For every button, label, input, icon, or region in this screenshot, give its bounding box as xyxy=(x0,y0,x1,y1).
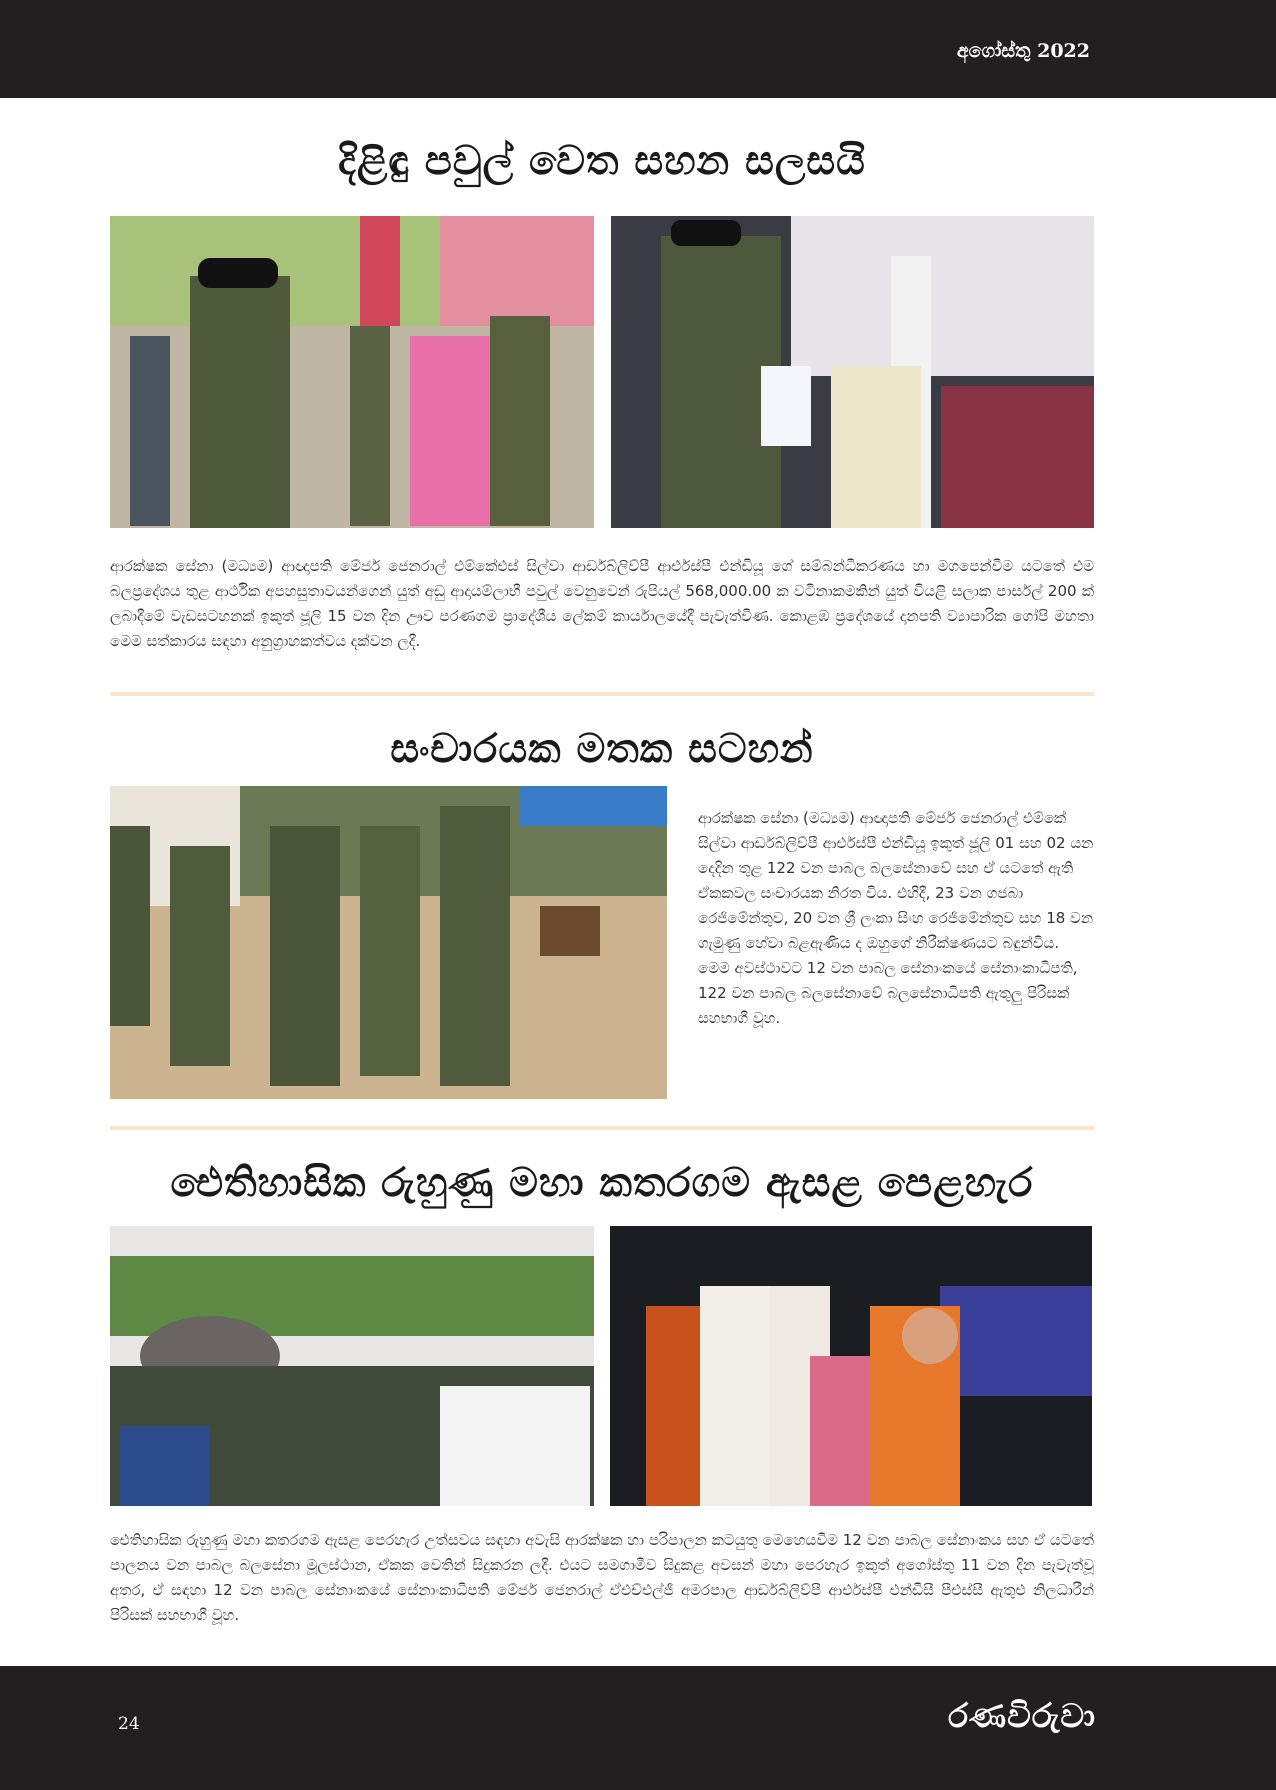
article-1-photo-2 xyxy=(611,216,1094,528)
article-2-photo xyxy=(110,786,667,1099)
article-1-headline: දිළිඳු පවුල් වෙත සහන සලසයි xyxy=(338,138,866,184)
article-1-photo-1 xyxy=(110,216,594,528)
article-1-body: ආරක්ෂක සේනා (මධ්‍යම) ආඥාපති මේජර් ජෙනරාල් එම්කේඑස් සිල්වා ආර්ඩබ්ලිව්පී ආර්එස්පී එන්ඩියූ ගේ සම්බන්ධීකරණය හා මගපෙන්වීම යටතේ එම බලප්‍රදේශය තුළ ආර්ථික අපහසුතාවයන්ගෙන් යුත් අඩු ආදායම්ලාභී පවුල් වෙනුවෙන් රුපියල් 568,000.00 ක වටිනාකමකින් යුත් වියළි සලාක පාර්සල් 200 ක් ලබාදීමේ වැඩසටහනක් ඉකුත් ජූලි 15 වන දින ඌව පරණගම ප්‍රාදේශීය ලේකම් කාර්යාලයේදී පැවැත්විණ. කොළඹ ප්‍රදේශයේ දානපති ව්‍යාපාරික ගෝපි මහතා මෙම සත්කාරය සඳහා අනුග්‍රාහකත්වය දක්වන ලදී. xyxy=(110,557,1094,650)
article-3-body: ඓතිහාසික රුහුණු මහා කතරගම ඇසළ පෙරහැර උත්සවය සඳහා අවැසි ආරක්ෂක හා පරිපාලන කටයුතු මෙහෙයවීම 12 වන පාබල සේනාංකය සහ ඒ යටතේ පාලනය වන පාබල බලසේනා මූලස්ථාන, ඒකක වෙතින් සිදුකරන ලදී. එයට සමගාමීව සිදුකළ අවසන් මහා පෙරහැර ඉකුත් අගෝස්තු 11 වන දින පැවැත්වූ අතර, ඒ සඳහා 12 වන පාබල සේනාංකයේ සේනාංකාධිපති මේජර් ජෙනරාල් ඒඑච්එල්ජී අමරපාල ආර්ඩබ්ලිව්පී ආර්එස්පී එන්ඩීසී පීඑස්සී ඇතුළු නිලධාරීන් පිරිසක් සහභාගී වූහ. xyxy=(110,1531,1094,1624)
section-divider xyxy=(110,1126,1094,1130)
page-footer xyxy=(0,1666,1276,1790)
issue-date: අගෝස්තු 2022 xyxy=(956,40,1090,62)
article-3-photo-2 xyxy=(610,1226,1092,1506)
page-header xyxy=(0,0,1276,98)
page-number: 24 xyxy=(118,1714,140,1734)
article-2-body: ආරක්ෂක සේනා (මධ්‍යම) ආඥාපති මේජර් ජෙනරාල් එම්කේ සිල්වා ආර්ඩබ්ලිව්පී ආර්එස්පී එන්ඩියූ ඉකුත් ජූලි 01 සහ 02 යන දෙදින තුළ 122 වන පාබල බලසේනාවේ සහ ඒ යටතේ ඇති ඒකකවල සංචාරයක නිරත විය. එහිදී, 23 වන ගජබා රෙජිමේන්තුව, 20 වන ශ්‍රී ලංකා සිංහ රෙජිමේන්තුව සහ 18 වන ගැමුණු හේවා බළඇණිය ද ඔහුගේ නිරීක්ෂණයට බඳුන්විය. මෙම අවස්ථාවට 12 වන පාබල සේනාංකයේ සේනාංකාධිපති, 122 වන පාබල බලසේනාවේ බලසේනාධිපති ඇතුලු පිරිසක් සහභාගී වූහ. xyxy=(698,809,1094,1027)
article-3-headline: ඓතිහාසික රුහුණු මහා කතරගම ඇසළ පෙළහැර xyxy=(170,1160,1034,1206)
article-3-photo-1 xyxy=(110,1226,594,1506)
article-2-headline: සංචාරයක මතක සටහන් xyxy=(390,726,814,772)
magazine-logo: රණවිරුවා xyxy=(948,1696,1096,1735)
section-divider xyxy=(110,692,1094,696)
